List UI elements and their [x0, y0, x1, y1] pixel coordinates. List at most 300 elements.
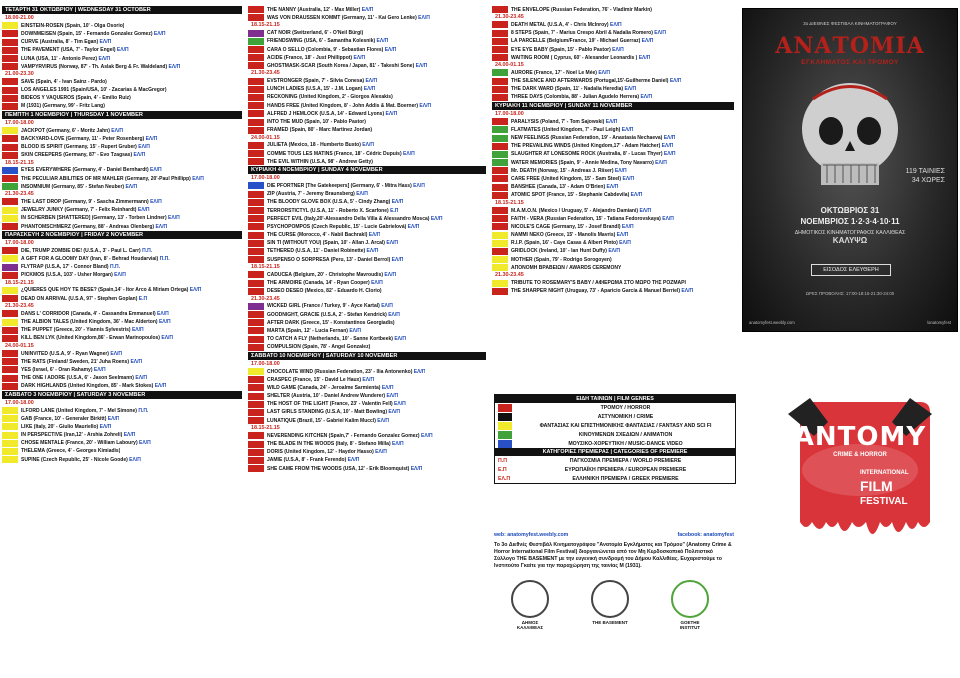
film-row — [2, 63, 242, 71]
film-title: ATOMIC SPOT (France, 15' - Stephanie Cabdevila) — [511, 192, 630, 199]
day-header: ΠΑΡΑΣΚΕΥΗ 2 ΝΟΕΜΒΡΙΟΥ | FRIDAY 2 NOVEMBER — [2, 231, 242, 239]
film-row — [248, 46, 486, 54]
film-title: THE ONE I ADORE (U.S.A, 6' - Jason Seelmann) — [21, 375, 134, 382]
film-row — [2, 318, 242, 326]
premiere-badge: ΕΛ/Π — [391, 256, 404, 263]
film-row — [248, 376, 486, 384]
film-row — [248, 158, 486, 166]
premiere-badge: ΕΛ/Π — [98, 55, 111, 62]
film-entry — [21, 424, 111, 430]
film-row — [2, 272, 242, 280]
film-title: LUNA (USA, 11' - Antonio Perez) — [21, 55, 98, 62]
municipality-logo-icon — [511, 580, 549, 618]
film-row — [2, 247, 242, 255]
day-header: ΣΑΒΒΑΤΟ 3 ΝΟΕΜΒΡΙΟΥ | SATURDAY 3 NOVEMBER — [2, 391, 242, 399]
film-entry — [21, 248, 152, 254]
genre-color-swatch — [248, 432, 264, 439]
genre-color-swatch — [492, 30, 508, 37]
film-row — [2, 407, 242, 415]
film-row — [2, 440, 242, 448]
film-row — [248, 465, 486, 473]
film-entry — [21, 167, 162, 173]
screening-time: 24.00-01.15 — [251, 134, 280, 141]
film-row — [2, 175, 242, 183]
film-entry — [511, 78, 681, 84]
film-title: PERFECT EVIL (Italy,20'-Alessandro Della Villa & Alessandro Mosca) — [267, 215, 430, 222]
film-row — [248, 102, 486, 110]
film-title: A GIFT FOR A GLOOMY DAY (Iran, 8' - Behrad Houdarviai) — [21, 255, 159, 262]
premiere-badge: ΕΛ/Π — [145, 135, 158, 142]
basement-logo-icon — [591, 580, 629, 618]
film-row — [248, 118, 486, 126]
genre-color-swatch — [248, 344, 264, 351]
film-entry — [267, 30, 363, 36]
film-entry — [511, 224, 634, 230]
genre-color-swatch — [248, 30, 264, 37]
film-entry — [21, 184, 137, 190]
film-title: CAT NOIR (Switzerland, 6' - O'Neil Bürgi) — [267, 30, 364, 37]
legend-genre-row — [495, 430, 735, 439]
film-title: NAMMI NEKO (Greece, 15' - Manolis Mavris) — [511, 232, 616, 239]
genre-color-swatch — [248, 232, 264, 239]
genre-color-swatch — [492, 118, 508, 125]
film-entry — [511, 94, 652, 100]
film-entry — [511, 232, 628, 238]
film-entry — [511, 160, 667, 166]
genre-color-swatch — [248, 449, 264, 456]
screening-time: 18.15-21.15 — [251, 425, 280, 432]
film-row — [2, 30, 242, 38]
film-entry — [267, 257, 403, 263]
facebook-link[interactable]: facebook: anatomyfest — [677, 532, 734, 538]
film-entry — [267, 409, 400, 415]
genre-color-swatch — [2, 87, 18, 94]
film-row — [492, 240, 734, 248]
film-title: COMPULSION (Spain, 78' - Angel Gonzalez) — [267, 344, 371, 351]
premiere-badge: ΕΛ/Π — [384, 46, 397, 53]
film-row — [248, 142, 486, 150]
sponsor-basement: THE BASEMENT — [590, 580, 630, 624]
film-entry — [267, 248, 378, 254]
film-entry — [511, 151, 676, 157]
premiere-badge: ΕΛ/Π — [386, 240, 399, 247]
film-row — [2, 255, 242, 263]
film-title: ZIP (Austria, 7' - Jeremy Braunsberg) — [267, 191, 355, 198]
premiere-badge: ΕΛ/Π — [384, 271, 397, 278]
film-entry — [511, 257, 612, 263]
film-row — [2, 383, 242, 391]
film-row — [2, 310, 242, 318]
film-title: DANS L' CORRIDOR (Canada, 4' - Cassandra Emmanuel) — [21, 310, 156, 317]
genre-color-swatch — [248, 271, 264, 278]
film-row — [492, 54, 734, 62]
film-row — [492, 151, 734, 159]
film-title: GHOSTMASK-SCAR (South Korea / Japan, 81' - Takeshi Sone) — [267, 62, 415, 69]
film-row — [492, 86, 734, 94]
film-row — [2, 135, 242, 143]
premiere-badge: ΕΛ/Π — [669, 78, 682, 85]
film-title: DEATH METAL (U.S.A, 4' - Chris McInroy) — [511, 21, 609, 28]
film-entry — [21, 296, 147, 302]
legend-genre-label: ΦΑΝΤΑΣΙΑΣ ΚΑΙ ΕΠΙΣΤΗΜΟΝΙΚΗΣ ΦΑΝΤΑΣΙΑΣ / FANTASY AND SCI FI — [539, 422, 712, 429]
film-entry — [511, 288, 693, 294]
film-row — [248, 327, 486, 335]
film-title: BIDEOS Y VAQUEROS (Spain, 4' - Emilio Ruiz) — [21, 95, 131, 102]
film-title: THE BLOODY GLOVE BOX (U.S.A, 5' - Cindy Zhang) — [267, 199, 391, 206]
film-row — [248, 223, 486, 231]
film-title: GAB (France, 10' - Generaler Birkitt) — [21, 415, 107, 422]
premiere-badge: ΕΛ/Π — [381, 384, 394, 391]
genre-color-swatch — [492, 135, 508, 142]
film-row — [2, 86, 242, 94]
film-entry — [511, 135, 675, 141]
film-row — [248, 409, 486, 417]
film-title: CURVE (Australia, 8' - Tim Egan) — [21, 39, 99, 46]
legend-color-swatch — [498, 422, 512, 430]
premiere-badge: ΕΛ/Π — [366, 248, 379, 255]
premiere-badge: ΕΛ/Π — [168, 63, 181, 70]
film-entry — [21, 359, 142, 365]
genre-color-swatch — [2, 448, 18, 455]
film-title: TO CATCH A FLY (Netherlands, 10' - Sanne Kortbeek) — [267, 336, 393, 343]
film-entry — [267, 78, 377, 84]
premiere-badge: ΕΛ/Π — [368, 232, 381, 239]
film-title: WATER MEMORIES (Spain, 9' - Annie Medina, Tony Navarro) — [511, 159, 654, 166]
film-title: PICKMOS (U.S.A, 103' - Usher Morgan) — [21, 272, 113, 279]
film-title: VAMPYRVIRUS (Norway, 87' - Th. Aslak Berg & Fr. Waldeland) — [21, 63, 168, 70]
program-column-3 — [492, 6, 734, 296]
legend-premieres-title: ΚΑΤΗΓΟΡΙΕΣ ΠΡΕΜΙΕΡΑΣ | CATEGORIES OF PREMIERE — [495, 448, 735, 456]
film-title: SKIN CREEPERS (Germany, 87' - Evo Tzagsas) — [21, 152, 133, 159]
film-row — [492, 29, 734, 37]
film-title: ILFORD LANE (United Kingdom, 7' - Mel Simone) — [21, 407, 137, 414]
film-entry — [21, 23, 124, 29]
film-title: THE EVIL WITHIN (U.S.A, 98' - Andrew Getty) — [267, 158, 373, 165]
genre-color-swatch — [248, 465, 264, 472]
film-entry — [267, 320, 395, 326]
genre-color-swatch — [2, 456, 18, 463]
genre-color-swatch — [2, 198, 18, 205]
film-row — [492, 264, 734, 272]
legend-genre-label: ΑΣΤΥΝΟΜΙΚΗ / CRIME — [597, 413, 654, 420]
premiere-badge: ΕΛ/Π — [362, 376, 375, 383]
premiere-badge: ΕΛ/Π — [150, 198, 162, 205]
film-title: SUPINE (Czech Republic, 25' - Nicole Goode) — [21, 456, 128, 463]
genre-color-swatch — [2, 22, 18, 29]
legend-genre-label: ΚΙΝΟΥΜΕΝΩΝ ΣΧΕΔΙΩΝ / ANIMATION — [578, 431, 673, 438]
genre-color-swatch — [248, 86, 264, 93]
genre-color-swatch — [248, 62, 264, 69]
genre-color-swatch — [492, 288, 508, 295]
premiere-badge: ΕΛ/Π — [403, 150, 415, 157]
premiere-badge: ΕΛ/Π — [130, 358, 143, 365]
film-row — [492, 77, 734, 85]
screening-time: 21.30-23.45 — [495, 14, 524, 21]
film-row — [2, 350, 242, 358]
film-title: THE PREVAILING WINDS (United Kingdom,17' - Adam Hatcher) — [511, 143, 661, 150]
film-title: TETHERED (U.S.A, 11' - Daniel Robinette) — [267, 248, 366, 255]
film-title: LA PARCELLE (Belgium/France, 19' - Michael Guerraz) — [511, 38, 641, 45]
film-entry — [267, 7, 373, 13]
film-row — [248, 287, 486, 295]
film-row — [248, 319, 486, 327]
film-entry — [267, 328, 361, 334]
film-title: TERRORSTICTYL (U.S.A, 11' - Roberto X. Scarfone) — [267, 207, 389, 214]
film-row — [492, 118, 734, 126]
film-entry — [267, 336, 406, 342]
film-row — [248, 126, 486, 134]
genre-color-swatch — [248, 158, 264, 165]
legend-color-swatch — [498, 431, 512, 439]
genre-color-swatch — [248, 256, 264, 263]
film-row — [2, 374, 242, 382]
film-title: WILD GAME (Canada, 24' - Jeroalme Sarmienta) — [267, 384, 381, 391]
poster-title: ΑΝΑΤΟΜΙΑ — [775, 33, 925, 59]
film-entry — [511, 47, 624, 53]
film-row — [248, 182, 486, 190]
film-row — [2, 223, 242, 231]
film-title: Mr. DEATH (Norway, 15' - Andreas J. Riiser) — [511, 167, 614, 174]
genre-color-swatch — [2, 215, 18, 222]
film-entry — [267, 47, 396, 53]
film-entry — [511, 184, 618, 190]
premiere-badge: ΕΛ/Π — [430, 215, 443, 222]
website-link[interactable]: web: anatomyfest.weebly.com — [494, 532, 569, 538]
film-row — [248, 271, 486, 279]
film-title: M.A.M.O.N. (Mexico / Uruguay, 5' - Alejandro Damiani) — [511, 207, 639, 214]
premiere-badge: ΕΛ/Π — [125, 183, 138, 190]
film-row — [492, 159, 734, 167]
film-title: ALFRED J HEMLOCK (U.S.A, 14' - Edward Lyons) — [267, 110, 385, 117]
film-title: JAMIE (U.S.A, 8' - Frank Ferendo) — [267, 457, 347, 464]
genre-color-swatch — [2, 39, 18, 46]
film-row — [2, 431, 242, 439]
legend-premiere-code: Ε.Π — [498, 466, 507, 473]
festival-note: Το 3o Διεθνές Φεστιβάλ Κινηματογράφου "Ανατομία Εγκλήματος και Τρόμου" (Anatomy Crime & Horror International Film Festival) διοργανώνεται από τον Μη Κερδοσκοπικό Πολιτιστικό Σύλλογο THE BASEMENT με την ευγενική συνδρομή του Δήμου Καλλιθέας. Ευχαριστούμε το Ινστιτούτο Γκαίτε για την παραχώρηση της ταινίας M (1931). — [494, 542, 732, 569]
poster-free-entry: ΕΙΣΟΔΟΣ ΕΛΕΥΘΕΡΗ — [811, 264, 891, 276]
genre-color-swatch — [2, 247, 18, 254]
premiere-badge: ΕΛ/Π — [168, 215, 180, 222]
film-entry — [21, 416, 119, 422]
genre-color-swatch — [248, 417, 264, 424]
film-row — [2, 415, 242, 423]
genre-color-swatch — [2, 358, 18, 365]
goethe-logo-icon — [671, 580, 709, 618]
film-title: THREE DAYS (Colombia, 88' - Julian Agudelo Herrera) — [511, 94, 640, 101]
film-entry — [511, 22, 622, 28]
film-entry — [267, 224, 419, 230]
genre-color-swatch — [492, 143, 508, 150]
film-title: WAS VON DRAUSSEN KOMMT (Germany, 11' - Kai Gero Lenke) — [267, 14, 417, 21]
film-entry — [267, 94, 393, 100]
film-row — [492, 21, 734, 29]
film-title: THE DARK WARD (Spain, 11' - Nadalia Heredia) — [511, 86, 624, 93]
premiere-badge: ΕΛ/Π — [655, 159, 667, 166]
premiere-badge: ΕΛ/Π — [640, 94, 653, 101]
film-row — [248, 6, 486, 14]
premiere-badge: ΕΛ/Π — [420, 432, 433, 439]
film-title: MOTHER (Spain, 79' - Rodrigo Sorogoyen) — [511, 256, 612, 263]
film-title: JULIETA (Mexico, 18 - Humberto Busto) — [267, 142, 361, 149]
genre-color-swatch — [2, 223, 18, 230]
legend-premiere-label: ΕΥΡΩΠΑΪΚΗ ΠΡΕΜΙΕΡΑ / EUROPEAN PREMIERE — [564, 466, 687, 473]
premiere-badge: ΕΛ/Π — [110, 350, 123, 357]
sponsor-logos — [510, 580, 710, 630]
premiere-badge: ΕΛ/Π — [407, 223, 420, 230]
film-row — [248, 311, 486, 319]
poster-dates — [743, 205, 957, 227]
genre-color-swatch — [248, 401, 264, 408]
premiere-badge: ΕΛ/Π — [365, 78, 378, 85]
film-row — [248, 248, 486, 256]
genre-color-swatch — [248, 303, 264, 310]
film-title: THE PECULIAR ABILITIES OF MR MAHLER (Germany, 20'-Paul Phillipp) — [21, 175, 191, 182]
genre-color-swatch — [2, 255, 18, 262]
film-title: DIE, TRUMP ZOMBIE DIE! (U.S.A., 3' - Paul L. Carr) — [21, 247, 141, 254]
film-row — [248, 62, 486, 70]
premiere-badge: ΕΛ/Π — [155, 223, 168, 230]
film-title: THE SHARPER NIGHT (Uruguay, 73' - Aparicio García & Manuel Berriel) — [511, 288, 681, 295]
premiere-badge: Π.Π. — [142, 247, 153, 254]
film-row — [248, 368, 486, 376]
genre-color-swatch — [2, 167, 18, 174]
poster-stats — [906, 167, 945, 185]
genre-color-swatch — [2, 103, 18, 110]
genre-color-swatch — [2, 175, 18, 182]
legend-premiere-label: ΠΑΓΚΟΣΜΙΑ ΠΡΕΜΙΕΡΑ / WORLD PREMIERE — [569, 457, 682, 464]
premiere-badge: ΕΛ/Π — [131, 327, 144, 334]
screening-time: 21.00-23.30 — [5, 71, 34, 78]
genre-color-swatch — [248, 110, 264, 117]
premiere-badge: ΕΛ/Π — [356, 191, 368, 198]
film-title: IN SCHERBEN [SHATTERED] (Germany, 13' - Torben Lindner) — [21, 215, 167, 222]
film-entry — [267, 418, 389, 424]
genre-color-swatch — [248, 191, 264, 198]
premiere-badge: ΕΛ/Π — [616, 232, 629, 239]
premiere-badge: ΕΛ/Π — [377, 417, 389, 424]
film-row — [2, 151, 242, 159]
genre-color-swatch — [248, 199, 264, 206]
logo-sub1: CRIME & HORROR — [833, 452, 887, 458]
film-title: SAVE (Spain, 4' - Ivan Sainz - Pardo) — [21, 78, 107, 85]
film-title: PHANTOMSCHMERZ (Germany, 88' - Andreas Olenberg) — [21, 223, 155, 230]
poster-subtitle: ΕΓΚΛΗΜΑΤΟΣ ΚΑΙ ΤΡΟΜΟΥ — [801, 59, 899, 66]
premiere-badge: ΕΛ/Π — [630, 192, 643, 199]
film-row — [492, 248, 734, 256]
premiere-badge: Ε.Π — [390, 207, 399, 214]
film-entry — [21, 31, 166, 37]
film-entry — [511, 127, 633, 133]
genre-color-swatch — [248, 384, 264, 391]
genre-color-swatch — [2, 135, 18, 142]
film-row — [492, 167, 734, 175]
screening-time: 17.00-18.00 — [495, 110, 524, 117]
film-row — [492, 175, 734, 183]
film-title: NEW FEELINGS (Russian Federation, 19' - Anastasia Nechaeva) — [511, 135, 663, 142]
screening-time: 18.15-21.15 — [5, 279, 34, 286]
film-row — [2, 47, 242, 55]
film-row — [248, 432, 486, 440]
film-entry — [21, 176, 204, 182]
premiere-badge: ΕΛ/Π — [598, 69, 610, 76]
premiere-badge: Π.Π. — [159, 255, 170, 262]
film-entry — [21, 199, 162, 205]
film-entry — [21, 327, 144, 333]
genre-color-swatch — [2, 47, 18, 54]
film-row — [2, 423, 242, 431]
premiere-badge: ΕΛ/Π — [391, 199, 404, 206]
genre-color-swatch — [2, 295, 18, 302]
day-header: ΚΥΡΙΑΚΗ 4 ΝΟΕΜΒΡΙΟΥ | SUNDAY 4 NOVEMBER — [248, 166, 486, 174]
film-entry — [21, 351, 122, 357]
poster-hours: ΩΡΕΣ ΠΡΟΒΟΛΗΣ: 17:00-18:15-21:30-24:00 — [805, 291, 895, 296]
premiere-badge: ΕΛ/Π — [363, 86, 376, 93]
genre-color-swatch — [248, 94, 264, 101]
film-row — [2, 143, 242, 151]
genre-color-swatch — [492, 240, 508, 247]
film-entry — [511, 192, 642, 198]
genre-color-swatch — [492, 54, 508, 61]
screening-time: 18.00-21.00 — [5, 15, 34, 21]
film-entry — [21, 319, 171, 325]
film-row — [248, 457, 486, 465]
premiere-badge: ΕΛ/Π — [661, 143, 674, 150]
film-entry — [267, 369, 425, 375]
legend-box — [494, 394, 736, 484]
genre-color-swatch — [248, 319, 264, 326]
film-title: COMME TOUS LES MATINS (France, 18' - Cédric Dupuis) — [267, 150, 402, 157]
film-title: ΑΠΟΝΟΜΗ ΒΡΑΒΕΙΩΝ / AWARDS CEREMONY — [511, 264, 622, 271]
legend-genre-row — [495, 439, 735, 448]
festival-poster — [742, 8, 958, 332]
genre-color-swatch — [2, 127, 18, 134]
film-row — [248, 417, 486, 425]
genre-color-swatch — [492, 86, 508, 93]
genre-color-swatch — [248, 14, 264, 21]
film-entry — [21, 311, 169, 317]
premiere-badge: ΕΛ/Π — [663, 151, 676, 158]
premiere-badge: ΕΛ/Π — [161, 335, 174, 342]
genre-color-swatch — [2, 183, 18, 190]
film-row — [492, 223, 734, 231]
premiere-badge: ΕΛ/Π — [158, 319, 171, 326]
logo-film: FILM — [860, 478, 893, 494]
film-entry — [21, 440, 151, 446]
film-title: INTO THE MUD (Spain, 10' - Pablo Pastor) — [267, 119, 366, 126]
film-row — [492, 279, 734, 287]
legend-genres — [495, 403, 735, 448]
genre-color-swatch — [248, 6, 264, 13]
film-title: THE LAST DROP (Germany, 9' - Sascha Zimmermann) — [21, 198, 149, 205]
premiere-badge: ΕΛ/Π — [114, 272, 126, 279]
genre-color-swatch — [248, 182, 264, 189]
premiere-badge: Π.Π. — [109, 264, 120, 271]
film-entry — [21, 375, 147, 381]
premiere-badge: ΕΛ/Π — [418, 14, 430, 21]
poster-website: anatomyfest.weebly.com — [749, 320, 795, 325]
film-title: EYES EVERYWHERE (Germany, 4' - Daniel Bernhardt) — [21, 167, 149, 174]
film-entry — [267, 449, 387, 455]
genre-color-swatch — [2, 383, 18, 390]
film-row — [248, 335, 486, 343]
film-title: ¿QUIERES QUE HOY TE BESE? (Spain,14' - Itor Arco & Miriam Ortega) — [21, 287, 189, 294]
film-title: LUNCH LADIES (U.S.A, 15' - J.M. Logan) — [267, 86, 363, 93]
film-title: DESEO DESEO (Mexico, 82' - Eduardo H. Clorio) — [267, 288, 382, 295]
film-title: R.I.P. (Spain, 16' - Caye Casas & Albert Pinto) — [511, 240, 618, 247]
genre-color-swatch — [2, 30, 18, 37]
film-row — [248, 256, 486, 264]
film-entry — [21, 47, 129, 53]
